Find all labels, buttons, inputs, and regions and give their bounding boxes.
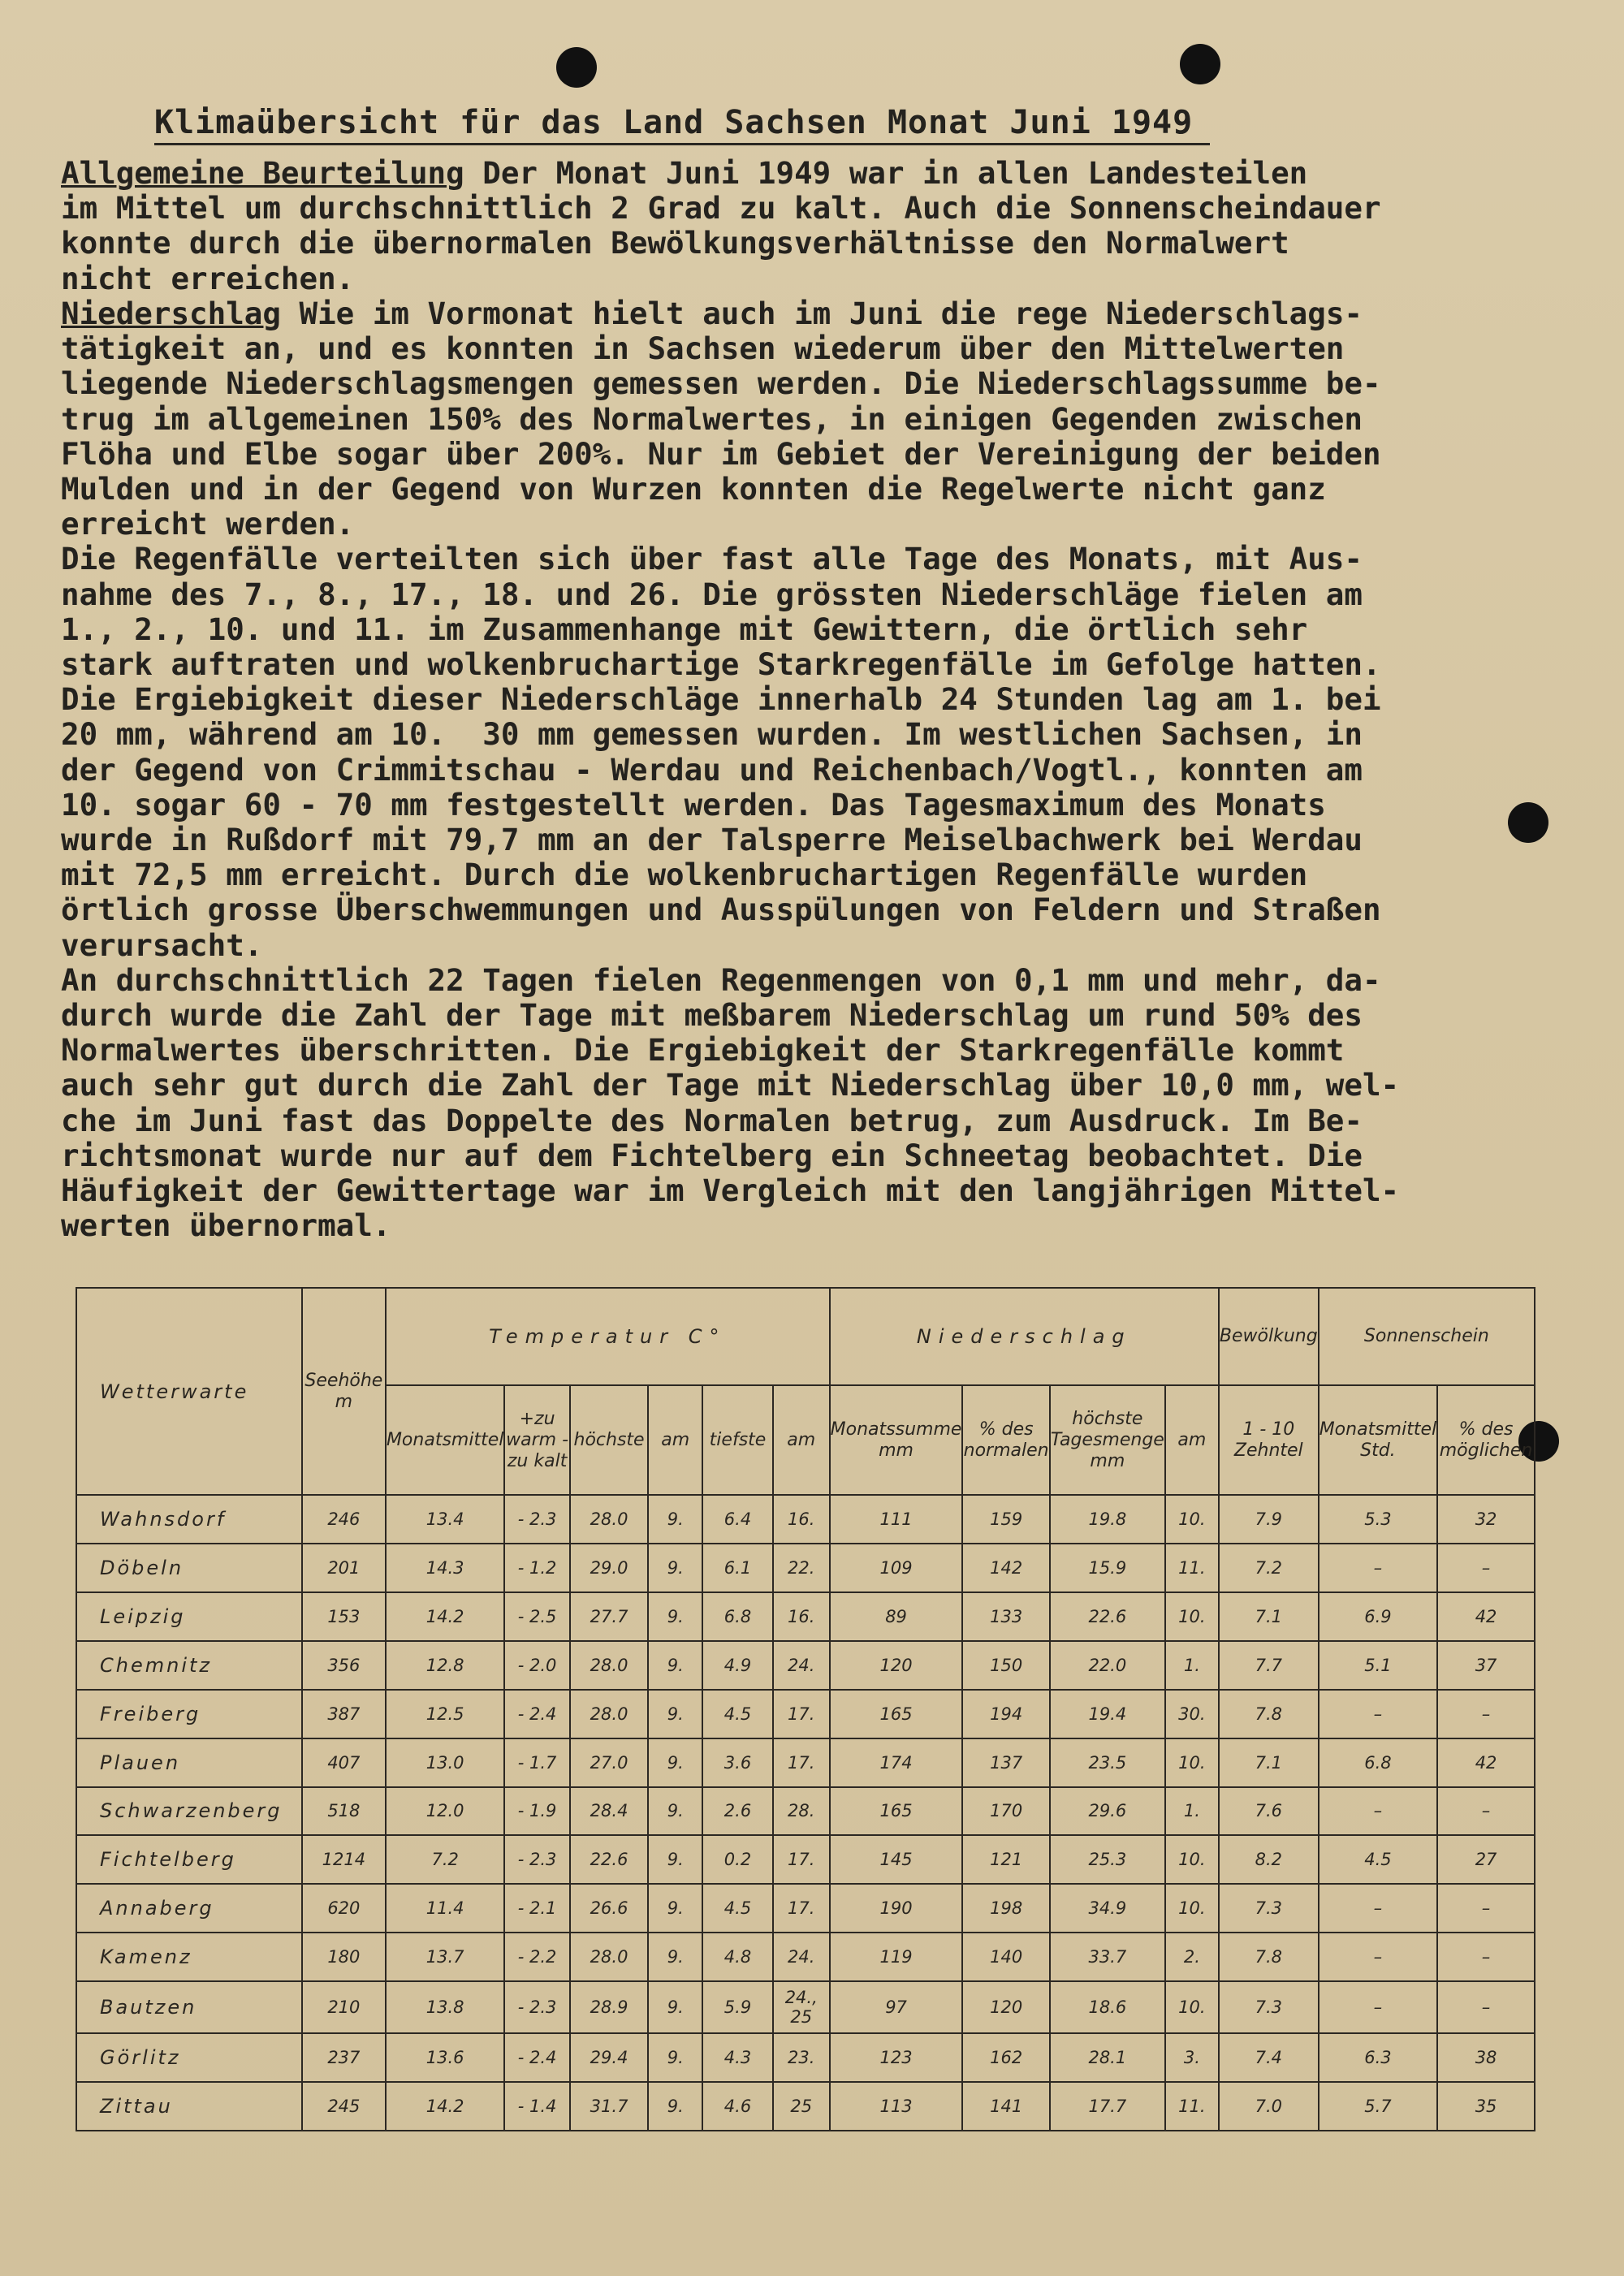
- table-cell: 12.8: [386, 1641, 504, 1690]
- station-name: Wahnsdorf: [76, 1495, 302, 1544]
- table-cell: - 2.2: [504, 1933, 569, 1981]
- table-cell: 25: [773, 2082, 830, 2131]
- text-line: Der Monat Juni 1949 war in allen Landesteilen: [464, 155, 1308, 191]
- text-line: stark auftraten und wolkenbruchartige Starkregenfälle im Gefolge hatten.: [61, 646, 1381, 683]
- table-cell: 5.1: [1319, 1641, 1437, 1690]
- station-name: Plauen: [76, 1738, 302, 1787]
- table-cell: 1.: [1165, 1787, 1219, 1836]
- station-name: Bautzen: [76, 1981, 302, 2033]
- table-cell: 7.7: [1219, 1641, 1319, 1690]
- station-name: Zittau: [76, 2082, 302, 2131]
- header-s-mittel: Monatsmittel Std.: [1319, 1385, 1437, 1495]
- table-cell: 30.: [1165, 1690, 1219, 1738]
- table-cell: 11.: [1165, 2082, 1219, 2131]
- table-cell: - 2.3: [504, 1835, 569, 1884]
- table-cell: 407: [302, 1738, 386, 1787]
- station-name: Schwarzenberg: [76, 1787, 302, 1836]
- table-cell: 97: [830, 1981, 963, 2033]
- text-line: liegende Niederschlagsmengen gemessen werden. Die Niederschlagssumme be-: [61, 365, 1381, 402]
- table-cell: 37: [1437, 1641, 1535, 1690]
- table-cell: - 2.4: [504, 1690, 569, 1738]
- table-cell: 13.7: [386, 1933, 504, 1981]
- table-cell: 180: [302, 1933, 386, 1981]
- table-cell: 7.9: [1219, 1495, 1319, 1544]
- table-cell: –: [1319, 1690, 1437, 1738]
- climate-table: [76, 1287, 1535, 2131]
- table-cell: 26.6: [570, 1884, 648, 1933]
- table-cell: 5.3: [1319, 1495, 1437, 1544]
- table-cell: 165: [830, 1787, 963, 1836]
- text-line: 1., 2., 10. und 11. im Zusammenhange mit Gewittern, die örtlich sehr: [61, 611, 1308, 647]
- table-cell: 42: [1437, 1592, 1535, 1641]
- table-cell: 123: [830, 2033, 963, 2082]
- text-line: trug im allgemeinen 150% des Normalwertes, in einigen Gegenden zwischen: [61, 400, 1363, 437]
- table-row: [76, 1933, 1535, 1981]
- text-line: Die Ergiebigkeit dieser Niederschläge innerhalb 24 Stunden lag am 1. bei: [61, 681, 1381, 718]
- table-cell: 9.: [648, 1495, 702, 1544]
- table-cell: 140: [962, 1933, 1049, 1981]
- table-cell: 8.2: [1219, 1835, 1319, 1884]
- table-cell: - 2.3: [504, 1981, 569, 2033]
- header-b-zehntel: 1 - 10 Zehntel: [1219, 1385, 1319, 1495]
- header-group-sonnenschein: Sonnenschein: [1319, 1288, 1535, 1385]
- table-cell: 24.: [773, 1641, 830, 1690]
- text-line: örtlich grosse Überschwemmungen und Ausspülungen von Feldern und Straßen: [61, 892, 1381, 928]
- table-cell: 119: [830, 1933, 963, 1981]
- punch-hole: [1180, 44, 1220, 84]
- table-row: [76, 1544, 1535, 1592]
- table-cell: 4.9: [702, 1641, 773, 1690]
- table-cell: 29.4: [570, 2033, 648, 2082]
- section-allgemeine-beurteilung: [61, 156, 1547, 296]
- table-cell: 210: [302, 1981, 386, 2033]
- table-cell: 170: [962, 1787, 1049, 1836]
- table-cell: 133: [962, 1592, 1049, 1641]
- table-cell: 9.: [648, 1544, 702, 1592]
- table-cell: –: [1437, 1690, 1535, 1738]
- text-line: 10. sogar 60 - 70 mm festgestellt werden. Das Tagesmaximum des Monats: [61, 786, 1326, 823]
- text-line: tätigkeit an, und es konnten in Sachsen wiederum über den Mittelwerten: [61, 330, 1345, 367]
- table-cell: 6.8: [702, 1592, 773, 1641]
- table-cell: 27: [1437, 1835, 1535, 1884]
- table-row: [76, 1884, 1535, 1933]
- table-cell: 38: [1437, 2033, 1535, 2082]
- table-cell: 113: [830, 2082, 963, 2131]
- table-cell: 7.4: [1219, 2033, 1319, 2082]
- table-cell: 9.: [648, 2033, 702, 2082]
- table-cell: 23.5: [1050, 1738, 1165, 1787]
- table-cell: 24., 25: [773, 1981, 830, 2033]
- table-cell: - 1.2: [504, 1544, 569, 1592]
- table-cell: 89: [830, 1592, 963, 1641]
- table-cell: 9.: [648, 1884, 702, 1933]
- table-cell: –: [1437, 1787, 1535, 1836]
- section-niederschlag: [61, 296, 1547, 1243]
- table-cell: 12.5: [386, 1690, 504, 1738]
- table-cell: 22.: [773, 1544, 830, 1592]
- table-cell: 13.6: [386, 2033, 504, 2082]
- table-cell: 7.1: [1219, 1592, 1319, 1641]
- header-s-prozent: % des möglichen: [1437, 1385, 1535, 1495]
- table-cell: 17.7: [1050, 2082, 1165, 2131]
- table-cell: 11.: [1165, 1544, 1219, 1592]
- station-name: Leipzig: [76, 1592, 302, 1641]
- table-cell: 6.8: [1319, 1738, 1437, 1787]
- table-cell: 1.: [1165, 1641, 1219, 1690]
- table-cell: 7.6: [1219, 1787, 1319, 1836]
- table-cell: 9.: [648, 1738, 702, 1787]
- table-cell: 518: [302, 1787, 386, 1836]
- table-cell: 17.: [773, 1738, 830, 1787]
- table-cell: 10.: [1165, 1738, 1219, 1787]
- table-cell: 32: [1437, 1495, 1535, 1544]
- table-cell: 7.2: [386, 1835, 504, 1884]
- table-cell: 7.1: [1219, 1738, 1319, 1787]
- table-cell: 3.: [1165, 2033, 1219, 2082]
- text-line: nahme des 7., 8., 17., 18. und 26. Die grössten Niederschläge fielen am: [61, 576, 1363, 612]
- table-row: [76, 1981, 1535, 2033]
- table-cell: 10.: [1165, 1981, 1219, 2033]
- table-cell: 0.2: [702, 1835, 773, 1884]
- table-cell: 13.4: [386, 1495, 504, 1544]
- table-cell: 28.0: [570, 1641, 648, 1690]
- table-cell: 141: [962, 2082, 1049, 2131]
- text-line: werten übernormal.: [61, 1207, 391, 1244]
- table-cell: –: [1319, 1981, 1437, 2033]
- station-name: Döbeln: [76, 1544, 302, 1592]
- table-cell: –: [1319, 1884, 1437, 1933]
- table-cell: 34.9: [1050, 1884, 1165, 1933]
- table-row: [76, 1592, 1535, 1641]
- table-cell: 162: [962, 2033, 1049, 2082]
- table-cell: 22.0: [1050, 1641, 1165, 1690]
- table-cell: 23.: [773, 2033, 830, 2082]
- table-cell: 6.3: [1319, 2033, 1437, 2082]
- text-line: im Mittel um durchschnittlich 2 Grad zu kalt. Auch die Sonnenscheindauer: [61, 190, 1381, 227]
- table-row: [76, 2033, 1535, 2082]
- table-cell: –: [1319, 1544, 1437, 1592]
- header-wetterwarte: Wetterwarte: [76, 1288, 302, 1495]
- header-t-am: am: [648, 1385, 702, 1495]
- table-cell: 9.: [648, 1933, 702, 1981]
- table-cell: 10.: [1165, 1835, 1219, 1884]
- station-name: Freiberg: [76, 1690, 302, 1738]
- table-row: [76, 1787, 1535, 1836]
- header-t-hoechste: höchste: [570, 1385, 648, 1495]
- table-cell: –: [1437, 1981, 1535, 2033]
- station-name: Fichtelberg: [76, 1835, 302, 1884]
- table-cell: 15.9: [1050, 1544, 1165, 1592]
- text-line: Die Regenfälle verteilten sich über fast alle Tage des Monats, mit Aus-: [61, 541, 1363, 577]
- header-t-abweichung: +zu warm -zu kalt: [504, 1385, 569, 1495]
- table-cell: 174: [830, 1738, 963, 1787]
- table-cell: - 2.1: [504, 1884, 569, 1933]
- table-cell: 19.8: [1050, 1495, 1165, 1544]
- table-cell: 12.0: [386, 1787, 504, 1836]
- table-cell: 4.5: [1319, 1835, 1437, 1884]
- text-line: Mulden und in der Gegend von Wurzen konnten die Regelwerte nicht ganz: [61, 471, 1326, 507]
- table-cell: 17.: [773, 1690, 830, 1738]
- table-cell: 9.: [648, 1835, 702, 1884]
- table-cell: 28.: [773, 1787, 830, 1836]
- table-cell: 5.7: [1319, 2082, 1437, 2131]
- station-name: Kamenz: [76, 1933, 302, 1981]
- table-cell: 22.6: [570, 1835, 648, 1884]
- table-cell: 111: [830, 1495, 963, 1544]
- table-cell: 137: [962, 1738, 1049, 1787]
- table-cell: 9.: [648, 1592, 702, 1641]
- table-cell: 237: [302, 2033, 386, 2082]
- table-cell: 145: [830, 1835, 963, 1884]
- table-cell: 4.5: [702, 1884, 773, 1933]
- table-cell: 28.1: [1050, 2033, 1165, 2082]
- climate-table-container: [76, 1287, 1535, 2131]
- text-line: che im Juni fast das Doppelte des Normalen betrug, zum Ausdruck. Im Be-: [61, 1102, 1363, 1138]
- table-cell: 10.: [1165, 1495, 1219, 1544]
- table-cell: 25.3: [1050, 1835, 1165, 1884]
- header-t-am: am: [773, 1385, 830, 1495]
- table-cell: 24.: [773, 1933, 830, 1981]
- table-cell: 120: [830, 1641, 963, 1690]
- table-row: [76, 1738, 1535, 1787]
- header-group-bewoelkung: Bewölkung: [1219, 1288, 1319, 1385]
- table-cell: 120: [962, 1981, 1049, 2033]
- text-line: 20 mm, während am 10. 30 mm gemessen wurden. Im westlichen Sachsen, in: [61, 716, 1363, 753]
- table-cell: 29.0: [570, 1544, 648, 1592]
- text-line: mit 72,5 mm erreicht. Durch die wolkenbruchartigen Regenfälle wurden: [61, 857, 1308, 893]
- table-cell: 5.9: [702, 1981, 773, 2033]
- table-cell: 9.: [648, 1787, 702, 1836]
- table-row: [76, 2082, 1535, 2131]
- table-cell: 27.0: [570, 1738, 648, 1787]
- table-cell: 16.: [773, 1495, 830, 1544]
- table-cell: 14.2: [386, 2082, 504, 2131]
- text-line: Normalwertes überschritten. Die Ergiebigkeit der Starkregenfälle kommt: [61, 1032, 1345, 1069]
- table-cell: 13.0: [386, 1738, 504, 1787]
- text-line: nicht erreichen.: [61, 260, 355, 296]
- table-cell: 194: [962, 1690, 1049, 1738]
- table-cell: –: [1437, 1933, 1535, 1981]
- table-cell: 9.: [648, 1981, 702, 2033]
- table-row: [76, 1835, 1535, 1884]
- table-cell: 165: [830, 1690, 963, 1738]
- table-row: [76, 1495, 1535, 1544]
- table-cell: 17.: [773, 1835, 830, 1884]
- text-line: durch wurde die Zahl der Tage mit meßbarem Niederschlag um rund 50% des: [61, 997, 1363, 1034]
- table-cell: –: [1437, 1544, 1535, 1592]
- text-line: Häufigkeit der Gewittertage war im Vergleich mit den langjährigen Mittel-: [61, 1173, 1400, 1209]
- table-cell: 9.: [648, 1641, 702, 1690]
- document-title: Klimaübersicht für das Land Sachsen Monat Juni 1949: [154, 104, 1210, 145]
- table-cell: - 1.7: [504, 1738, 569, 1787]
- table-cell: 28.0: [570, 1933, 648, 1981]
- table-cell: 198: [962, 1884, 1049, 1933]
- table-cell: 3.6: [702, 1738, 773, 1787]
- table-cell: 246: [302, 1495, 386, 1544]
- table-cell: 109: [830, 1544, 963, 1592]
- section-heading: Allgemeine Beurteilung: [61, 155, 464, 191]
- table-cell: - 2.3: [504, 1495, 569, 1544]
- table-cell: 150: [962, 1641, 1049, 1690]
- table-cell: 9.: [648, 1690, 702, 1738]
- table-cell: 7.8: [1219, 1690, 1319, 1738]
- table-cell: 9.: [648, 2082, 702, 2131]
- table-cell: 14.2: [386, 1592, 504, 1641]
- text-line: Flöha und Elbe sogar über 200%. Nur im Gebiet der Vereinigung der beiden: [61, 435, 1381, 472]
- table-cell: 7.8: [1219, 1933, 1319, 1981]
- table-cell: 4.3: [702, 2033, 773, 2082]
- table-cell: 10.: [1165, 1884, 1219, 1933]
- table-cell: 356: [302, 1641, 386, 1690]
- table-cell: 28.4: [570, 1787, 648, 1836]
- table-cell: 17.: [773, 1884, 830, 1933]
- text-line: erreicht werden.: [61, 506, 355, 542]
- table-cell: 620: [302, 1884, 386, 1933]
- section-heading: Niederschlag: [61, 296, 281, 331]
- table-row: [76, 1641, 1535, 1690]
- table-cell: 159: [962, 1495, 1049, 1544]
- station-name: Chemnitz: [76, 1641, 302, 1690]
- table-cell: 27.7: [570, 1592, 648, 1641]
- header-t-mittel: Monatsmittel: [386, 1385, 504, 1495]
- table-cell: 42: [1437, 1738, 1535, 1787]
- header-n-am: am: [1165, 1385, 1219, 1495]
- header-group-niederschlag: Niederschlag: [830, 1288, 1219, 1385]
- table-cell: 16.: [773, 1592, 830, 1641]
- station-name: Annaberg: [76, 1884, 302, 1933]
- table-cell: 387: [302, 1690, 386, 1738]
- header-seehoehe: Seehöhe m: [302, 1288, 386, 1495]
- table-cell: 6.1: [702, 1544, 773, 1592]
- table-cell: 22.6: [1050, 1592, 1165, 1641]
- table-cell: 31.7: [570, 2082, 648, 2131]
- table-cell: 142: [962, 1544, 1049, 1592]
- table-cell: 7.3: [1219, 1981, 1319, 2033]
- text-line: der Gegend von Crimmitschau - Werdau und Reichenbach/Vogtl., konnten am: [61, 751, 1363, 788]
- table-cell: 7.2: [1219, 1544, 1319, 1592]
- punch-hole: [556, 47, 597, 88]
- table-cell: 11.4: [386, 1884, 504, 1933]
- text-line: An durchschnittlich 22 Tagen fielen Regenmengen von 0,1 mm und mehr, da-: [61, 961, 1381, 998]
- table-cell: - 2.4: [504, 2033, 569, 2082]
- table-cell: 121: [962, 1835, 1049, 1884]
- table-cell: 201: [302, 1544, 386, 1592]
- table-cell: 4.6: [702, 2082, 773, 2131]
- table-cell: 18.6: [1050, 1981, 1165, 2033]
- table-cell: 33.7: [1050, 1933, 1165, 1981]
- header-t-tiefste: tiefste: [702, 1385, 773, 1495]
- table-body: [76, 1495, 1535, 2131]
- header-group-temperatur: Temperatur C°: [386, 1288, 830, 1385]
- table-cell: 19.4: [1050, 1690, 1165, 1738]
- table-cell: –: [1319, 1787, 1437, 1836]
- table-cell: 245: [302, 2082, 386, 2131]
- station-name: Görlitz: [76, 2033, 302, 2082]
- header-n-prozent: % des normalen: [962, 1385, 1049, 1495]
- table-cell: 190: [830, 1884, 963, 1933]
- table-cell: 6.9: [1319, 1592, 1437, 1641]
- table-cell: 2.: [1165, 1933, 1219, 1981]
- text-line: auch sehr gut durch die Zahl der Tage mit Niederschlag über 10,0 mm, wel-: [61, 1067, 1400, 1103]
- table-cell: 7.0: [1219, 2082, 1319, 2131]
- table-cell: 28.0: [570, 1495, 648, 1544]
- table-cell: 7.3: [1219, 1884, 1319, 1933]
- text-line: wurde in Rußdorf mit 79,7 mm an der Talsperre Meiselbachwerk bei Werdau: [61, 822, 1363, 858]
- table-cell: 13.8: [386, 1981, 504, 2033]
- table-cell: –: [1437, 1884, 1535, 1933]
- table-cell: 10.: [1165, 1592, 1219, 1641]
- table-cell: - 2.5: [504, 1592, 569, 1641]
- table-cell: 6.4: [702, 1495, 773, 1544]
- table-cell: 2.6: [702, 1787, 773, 1836]
- table-row: [76, 1690, 1535, 1738]
- table-cell: 28.0: [570, 1690, 648, 1738]
- table-cell: 29.6: [1050, 1787, 1165, 1836]
- table-cell: 153: [302, 1592, 386, 1641]
- header-n-hoechste: höchste Tagesmenge mm: [1050, 1385, 1165, 1495]
- table-cell: 28.9: [570, 1981, 648, 2033]
- text-line: Wie im Vormonat hielt auch im Juni die rege Niederschlags-: [280, 296, 1363, 331]
- table-cell: - 1.4: [504, 2082, 569, 2131]
- table-cell: 35: [1437, 2082, 1535, 2131]
- table-cell: –: [1319, 1933, 1437, 1981]
- text-line: richtsmonat wurde nur auf dem Fichtelberg ein Schneetag beobachtet. Die: [61, 1137, 1363, 1173]
- header-n-summe: Monatssumme mm: [830, 1385, 963, 1495]
- table-cell: 4.8: [702, 1933, 773, 1981]
- table-cell: - 1.9: [504, 1787, 569, 1836]
- text-line: verursacht.: [61, 926, 263, 963]
- text-line: konnte durch die übernormalen Bewölkungsverhältnisse den Normalwert: [61, 225, 1289, 261]
- table-cell: 14.3: [386, 1544, 504, 1592]
- table-cell: 4.5: [702, 1690, 773, 1738]
- table-cell: - 2.0: [504, 1641, 569, 1690]
- table-cell: 1214: [302, 1835, 386, 1884]
